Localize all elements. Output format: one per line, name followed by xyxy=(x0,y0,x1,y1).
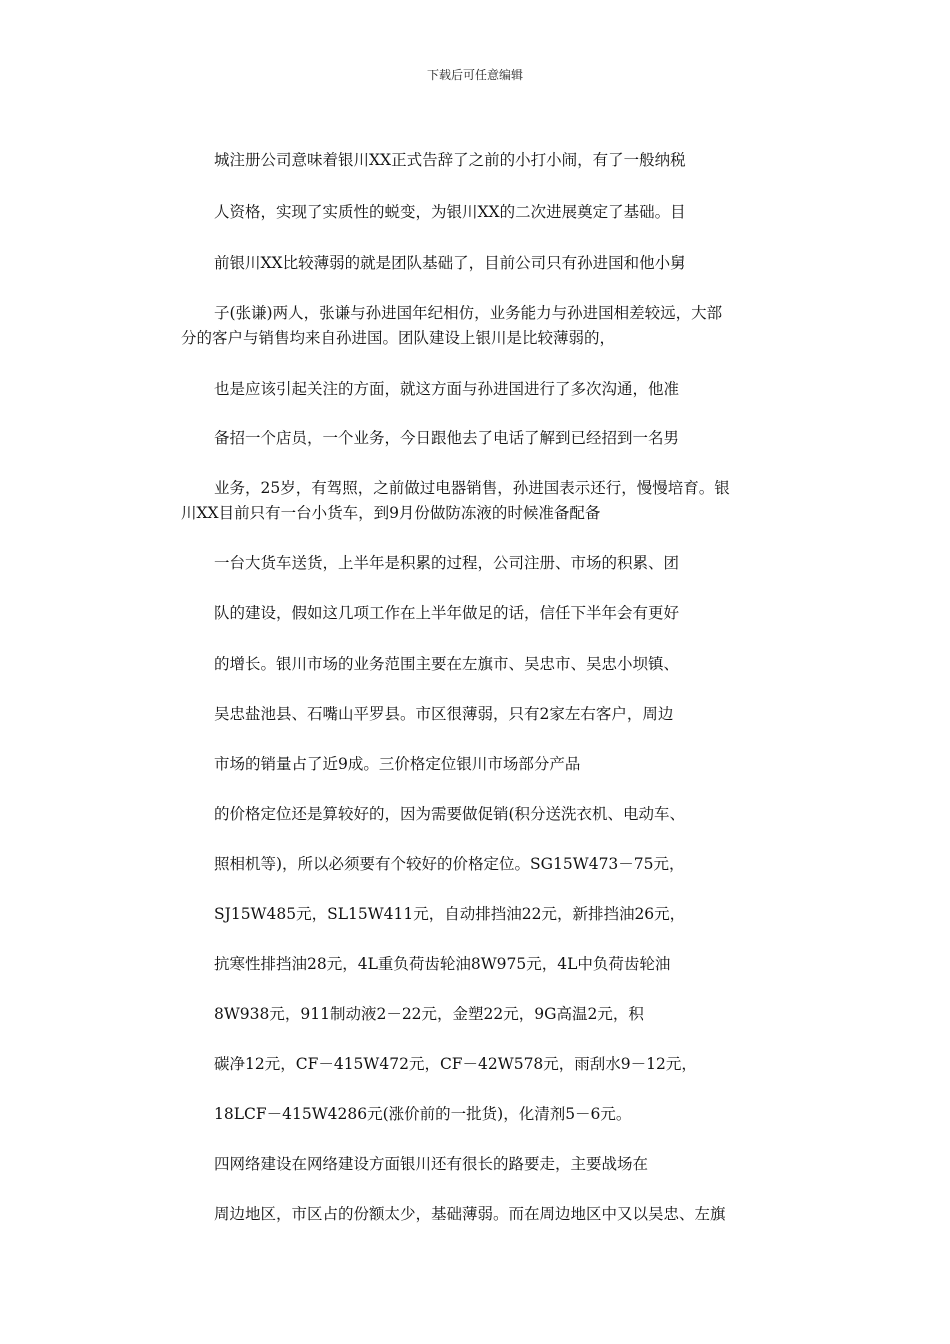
text-line-7: 备招一个店员，一个业务，今日跟他去了电话了解到已经招到一名男 xyxy=(214,429,680,447)
page-header: 下载后可任意编辑 xyxy=(426,68,523,82)
text-line-13: 吴忠盐池县、石嘴山平罗县。市区很薄弱，只有2家左右客户，周边 xyxy=(214,705,674,723)
text-line-23: 周边地区，市区占的份额太少，基础薄弱。而在周边地区中又以吴忠、左旗 xyxy=(214,1205,726,1223)
text-line-1: 城注册公司意味着银川XX正式告辞了之前的小打小闹，有了一般纳税 xyxy=(214,151,686,169)
text-line-20: 碳净12元，CF－415W472元，CF－42W578元，雨刮水9－12元， xyxy=(214,1055,697,1073)
text-line-8: 业务，25岁，有驾照，之前做过电器销售，孙进国表示还行，慢慢培育。银 xyxy=(214,479,730,497)
text-line-4: 子(张谦)两人，张谦与孙进国年纪相仿，业务能力与孙进国相差较远，大部 xyxy=(214,304,723,322)
text-line-17: SJ15W485元，SL15W411元，自动排挡油22元，新排挡油26元， xyxy=(214,905,686,923)
text-line-14: 市场的销量占了近9成。三价格定位银川市场部分产品 xyxy=(214,755,581,773)
text-line-9: 川XX目前只有一台小货车，到9月份做防冻液的时候准备配备 xyxy=(181,504,601,522)
text-line-15: 的价格定位还是算较好的，因为需要做促销(积分送洗衣机、电动车、 xyxy=(214,805,686,823)
text-line-12: 的增长。银川市场的业务范围主要在左旗市、吴忠市、吴忠小坝镇、 xyxy=(214,655,680,673)
text-line-5: 分的客户与销售均来自孙进国。团队建设上银川是比较薄弱的， xyxy=(181,329,616,347)
text-line-18: 抗寒性排挡油28元，4L重负荷齿轮油8W975元，4L中负荷齿轮油 xyxy=(214,955,671,973)
text-line-11: 队的建设，假如这几项工作在上半年做足的话，信任下半年会有更好 xyxy=(214,604,680,622)
text-line-22: 四网络建设在网络建设方面银川还有很长的路要走，主要战场在 xyxy=(214,1155,649,1173)
text-line-6: 也是应该引起关注的方面，就这方面与孙进国进行了多次沟通，他准 xyxy=(214,380,680,398)
text-line-2: 人资格，实现了实质性的蜕变，为银川XX的二次进展奠定了基础。目 xyxy=(214,203,686,221)
text-line-16: 照相机等)，所以必须要有个较好的价格定位。SG15W473－75元， xyxy=(214,855,685,873)
text-line-19: 8W938元，911制动液2－22元，金塑22元，9G高温2元，积 xyxy=(214,1005,644,1023)
text-line-21: 18LCF－415W4286元(涨价前的一批货)，化清剂5－6元。 xyxy=(214,1105,632,1123)
text-line-10: 一台大货车送货，上半年是积累的过程，公司注册、市场的积累、团 xyxy=(214,554,680,572)
text-line-3: 前银川XX比较薄弱的就是团队基础了，目前公司只有孙进国和他小舅 xyxy=(214,254,686,272)
